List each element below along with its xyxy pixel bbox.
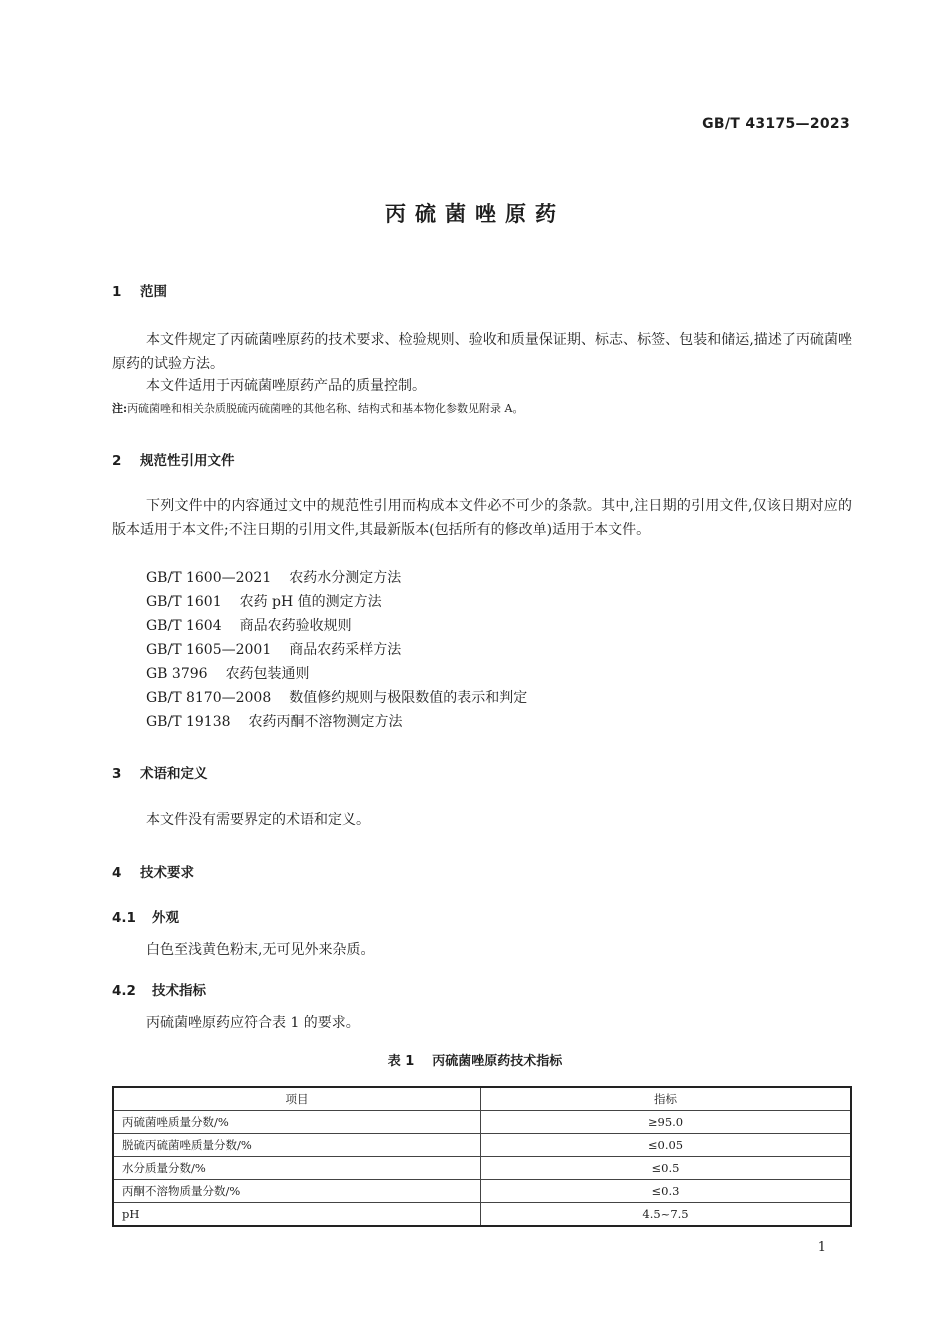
table-number: 表 1 [387, 1054, 415, 1069]
reference-item [146, 662, 310, 686]
reference-item [146, 614, 352, 638]
section-2-heading [112, 449, 235, 469]
appearance-text: 白色至浅黄色粉末,无可见外来杂质。 [146, 942, 375, 958]
table-title: 丙硫菌唑原药技术指标 [432, 1054, 563, 1069]
section-number: 2 [112, 453, 122, 469]
item-cell: 丙酮不溶物质量分数/% [113, 1180, 481, 1203]
table-row [113, 1134, 851, 1157]
reference-title: 商品农药采样方法 [289, 642, 402, 658]
note-text: 丙硫菌唑和相关杂质脱硫丙硫菌唑的其他名称、结构式和基本物化参数见附录 A。 [127, 402, 524, 415]
reference-item [146, 590, 382, 614]
subsection-title: 技术指标 [152, 983, 206, 999]
section-title: 术语和定义 [140, 766, 208, 782]
reference-title: 农药丙酮不溶物测定方法 [248, 714, 403, 730]
item-cell: 水分质量分数/% [113, 1157, 481, 1180]
reference-code: GB/T 19138 [146, 714, 231, 730]
section-title: 规范性引用文件 [140, 453, 235, 469]
table-caption [0, 1050, 950, 1069]
document-title: 丙硫菌唑原药 [385, 202, 565, 226]
section-4-1-heading [112, 906, 179, 926]
reference-title: 数值修约规则与极限数值的表示和判定 [289, 690, 528, 706]
references-paragraph: 下列文件中的内容通过文中的规范性引用而构成本文件必不可少的条款。其中,注日期的引用文件,仅该日期对应的版本适用于本文件;不注日期的引用文件,其最新版本(包括所有的修改单)适用于本文件。 [112, 498, 852, 538]
section-number: 1 [112, 284, 122, 300]
column-header-value: 指标 [481, 1087, 852, 1111]
column-header-item: 项目 [113, 1087, 481, 1111]
value-cell: 4.5~7.5 [481, 1203, 852, 1227]
reference-code: GB/T 1600—2021 [146, 570, 272, 586]
reference-code: GB/T 1604 [146, 618, 222, 634]
reference-title: 农药水分测定方法 [289, 570, 402, 586]
table-row [113, 1111, 851, 1134]
subsection-number: 4.2 [112, 983, 136, 999]
page-number: 1 [817, 1240, 826, 1255]
terms-paragraph: 本文件没有需要界定的术语和定义。 [146, 812, 370, 828]
section-3-heading [112, 762, 208, 782]
reference-code: GB/T 1601 [146, 594, 222, 610]
scope-paragraph-1: 本文件规定了丙硫菌唑原药的技术要求、检验规则、验收和质量保证期、标志、标签、包装和储运,描述了丙硫菌唑原药的试验方法。 [112, 332, 852, 372]
section-title: 技术要求 [140, 865, 194, 881]
item-cell: 丙硫菌唑质量分数/% [113, 1111, 481, 1134]
table-row [113, 1180, 851, 1203]
value-cell: ≤0.05 [481, 1134, 852, 1157]
reference-code: GB 3796 [146, 666, 208, 682]
specification-text: 丙硫菌唑原药应符合表 1 的要求。 [146, 1015, 360, 1031]
section-1-heading [112, 280, 167, 300]
table-header-row [113, 1087, 851, 1111]
value-cell: ≤0.5 [481, 1157, 852, 1180]
value-cell: ≤0.3 [481, 1180, 852, 1203]
item-cell: 脱硫丙硫菌唑质量分数/% [113, 1134, 481, 1157]
spec-table [112, 1086, 852, 1227]
section-title: 范围 [140, 284, 167, 300]
scope-paragraph-2: 本文件适用于丙硫菌唑原药产品的质量控制。 [146, 378, 426, 394]
note-label: 注: [112, 402, 128, 415]
subsection-title: 外观 [152, 910, 179, 926]
subsection-number: 4.1 [112, 910, 136, 926]
reference-title: 商品农药验收规则 [239, 618, 352, 634]
value-cell: ≥95.0 [481, 1111, 852, 1134]
reference-title: 农药包装通则 [225, 666, 310, 682]
reference-item [146, 566, 401, 590]
section-number: 3 [112, 766, 122, 782]
reference-item [146, 686, 527, 710]
table-row [113, 1203, 851, 1227]
standard-code: GB/T 43175—2023 [702, 116, 850, 132]
section-number: 4 [112, 865, 122, 881]
section-4-2-heading [112, 979, 206, 999]
reference-code: GB/T 1605—2001 [146, 642, 272, 658]
item-cell: pH [113, 1203, 481, 1227]
reference-item [146, 710, 403, 734]
scope-note [112, 400, 524, 418]
reference-code: GB/T 8170—2008 [146, 690, 272, 706]
table-row [113, 1157, 851, 1180]
section-4-heading [112, 861, 194, 881]
reference-item [146, 638, 401, 662]
reference-title: 农药 pH 值的测定方法 [239, 594, 382, 610]
